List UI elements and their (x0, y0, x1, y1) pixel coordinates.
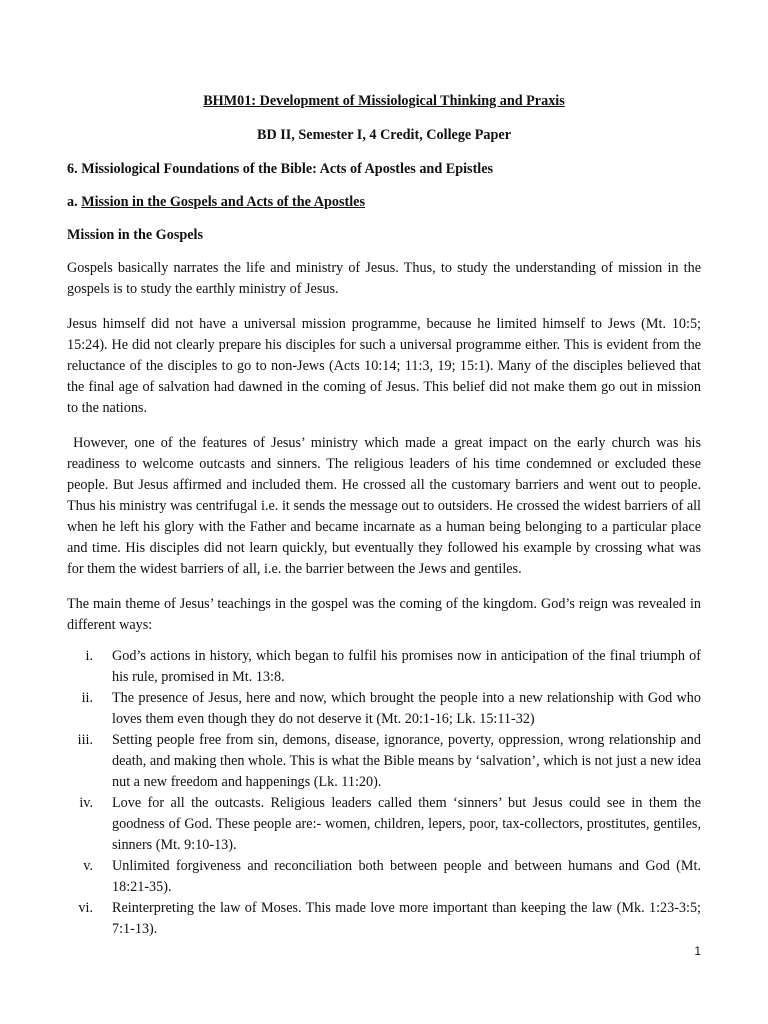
subheading: Mission in the Gospels (67, 227, 203, 243)
document-page (67, 91, 705, 940)
list-item: v. Unlimited forgiveness and reconciliation both between people and between humans and God (Mt. 18:21-35). (83, 858, 701, 895)
list-item: i. God’s actions in history, which began to fulfil his promises now in anticipation of the final triumph of his rule, promised in Mt. 13:8. (85, 648, 701, 685)
paragraph-2: Jesus himself did not have a universal mission programme, because he limited himself to Jews (Mt. 10:5; 15:24). He did not clearly prepare his disciples for such a universal programme either. This is evident from the reluctance of the disciples to go to non-Jews (Acts 10:14; 11:3, 19; 15:1). Many of the disciples believed that the final age of salvation had dawned in the coming of Jesus. This belief did not make them go out in mission to the nations. (67, 316, 701, 416)
course-title: BHM01: Development of Missiological Thinking and Praxis (203, 93, 565, 109)
section-heading: 6. Missiological Foundations of the Bible: Acts of Apostles and Epistles (67, 161, 494, 177)
page-number: 1 (694, 944, 701, 958)
paragraph-4: The main theme of Jesus’ teachings in the gospel was the coming of the kingdom. God’s reign was revealed in different ways: (67, 596, 701, 633)
subsection-heading (67, 192, 701, 212)
list-item: iii. Setting people free from sin, demons, disease, ignorance, poverty, oppression, wrong relationship and death, and making then whole. This is what the Bible means by ‘salvation’, which is not just a new idea nut a new freedom and happenings (Lk. 11:20). (77, 732, 701, 790)
paragraph-1: Gospels basically narrates the life and ministry of Jesus. Thus, to study the understanding of mission in the gospels is to study the earthly ministry of Jesus. (67, 260, 701, 297)
list-item: ii. The presence of Jesus, here and now, which brought the people into a new relationship with God who loves them even though they do not deserve it (Mt. 20:1-16; Lk. 15:11-32) (81, 690, 701, 727)
paragraph-3: However, one of the features of Jesus’ ministry which made a great impact on the early church was his readiness to welcome outcasts and sinners. The religious leaders of his time condemned or excluded these people. But Jesus affirmed and included them. He crossed all the customary barriers and went out to people. Thus his ministry was centrifugal i.e. it sends the message out to outsiders. He crossed the widest barriers of all when he left his glory with the Father and became incarnate as a human being belonging to a particular place and time. His disciples did not learn quickly, but eventually they followed his example by crossing what was for them the widest barriers of all, i.e. the barrier between the Jews and gentiles. (67, 435, 705, 577)
kingdom-list (67, 646, 701, 940)
course-info: BD II, Semester I, 4 Credit, College Paper (256, 127, 512, 143)
subsection-prefix: a. (67, 194, 82, 210)
subsection-title: Mission in the Gospels and Acts of the Apostles (81, 194, 365, 210)
list-item: vi. Reinterpreting the law of Moses. This made love more important than keeping the law (Mk. 1:23-3:5; 7:1-13). (78, 900, 701, 937)
list-item: iv. Love for all the outcasts. Religious leaders called them ‘sinners’ but Jesus could see in them the goodness of God. These people are:- women, children, lepers, poor, tax-collectors, prostitutes, gentiles, sinners (Mt. 9:10-13). (79, 795, 701, 853)
